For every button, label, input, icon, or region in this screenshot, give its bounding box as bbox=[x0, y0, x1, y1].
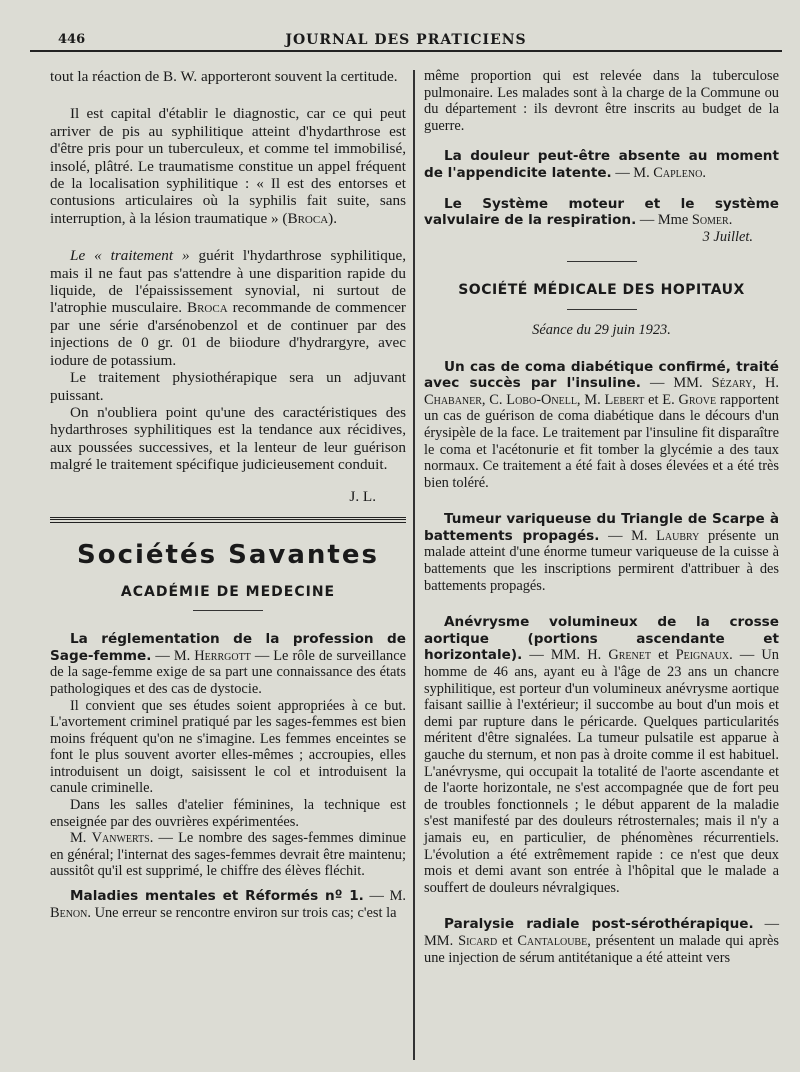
academie-title: ACADÉMIE DE MEDECINE bbox=[120, 583, 336, 600]
left-paragraph-3: Le « traitement » guérit l'hydarthrose syphilitique, mais il ne faut pas s'attendre à une disparition rapide du liquide, de l'épaississement synovial, ni surtout de l'atrophie musculaire. Broca recommande de commencer par une série d'arsénobenzol et de continuer par des injections de 0 gr. 01 de biiodure d'hydrargyre, avec iodure de potassium. bbox=[50, 247, 406, 369]
hopitaux-item-3: Anévrysme volumineux de la crosse aortique (portions ascendante et horizontale). — MM. H. Grenet et Peignaux. — Un homme de 46 ans, ayant eu à l'âge de 23 ans un chancre syphilitique, est porteur d'un volumineux anévrysme aortique faisant saillie à l'extérieur; il succombe au bout d'un mois et demi par rupture dans le péricarde. Quelques particularités méritent d'être signalées. La tumeur pulsatile est apparue à gauche du sternum, et non pas à droite comme il est habituel. L'anévrysme, qui occupait la totalité de l'aorte ascendante et de l'aorte horizontale, ne s'est accompagnée que de fort peu de troubles fonctionnels ; le début apparent de la maladie s'est manifesté par des douleurs rétrosternales; mais il n'y a jamais eu, en particulier, de phénomènes récurrentiels. L'évolution a été extrêmement rapide : ce n'est que deux mois et demi avant son entrée à l'hôpital que le malade a souffert de douleurs névralgiques. bbox=[424, 614, 779, 896]
page-number: 446 bbox=[58, 32, 86, 47]
hopitaux-item-4: Paralysie radiale post-sérothérapique. — MM. Sicard et Cantaloube, présentent un malade qui après une injection de sérum antitétanique a été atteint vers bbox=[424, 916, 779, 966]
right-item-2: Le Système moteur et le système valvulaire de la respiration. — Mme Somer. bbox=[424, 195, 779, 229]
right-paragraph-1: même proportion qui est relevée dans la tuberculose pulmonaire. Les malades sont à la charge de la Commune ou du département : ils devront être inscrits au budget de la guerre. bbox=[424, 68, 779, 134]
academie-item-1-p2: Il convient que ses études soient appropriées à ce but. L'avortement criminel pratiqué par les sages-femmes est bien moins fréquent qu'on ne s'imagine. Les femmes enceintes se font le plus souvent avorter elles-mêmes ; accroupies, elles introduisent un doigt, saisissent le col et introduisent la canule criminelle. bbox=[50, 697, 406, 797]
journal-title: JOURNAL DES PRATICIENS bbox=[285, 32, 527, 48]
dateline: 3 Juillet. bbox=[702, 228, 753, 245]
section-divider bbox=[50, 517, 406, 523]
column-divider bbox=[413, 70, 415, 1060]
academie-item-1-p3: Dans les salles d'atelier féminines, la technique est enseignée par des ouvrières expérimentées. bbox=[50, 797, 406, 830]
left-paragraph-5: On n'oubliera point qu'une des caractéristiques des hydarthroses syphilitiques est la tendance aux récidives, aux poussées successives, et la lenteur de leur guérison malgré le traitement spécifique judicieusement conduit. bbox=[50, 403, 406, 474]
left-paragraph-2: Il est capital d'établir le diagnostic, car ce qui peut arriver de pis au syphilitique atteint d'hydarthrose est d'être pris pour un tuberculeux, et comme tel immobilisé, insolé, plâtré. Le traumatisme constitue un appel fréquent de la localisation syphilitique : « Il est des entorses et contusions articulaires où la syphilis fait suite, sans interruption, à la lésion traumatique » (Broca). bbox=[50, 105, 406, 227]
left-paragraph-4: Le traitement physiothérapique sera un adjuvant puissant. bbox=[50, 369, 406, 404]
societes-savantes-title: Sociétés Savantes bbox=[77, 539, 379, 570]
hopitaux-item-2: Tumeur variqueuse du Triangle de Scarpe à battements propagés. — M. Laubry présente un malade atteint d'une énorme tumeur variqueuse de la cuisse à battements que les inscriptions permirent d'attribuer à des battements propagés. bbox=[424, 511, 780, 594]
seance-date: Séance du 29 juin 1923. bbox=[532, 321, 671, 338]
right-short-rule bbox=[567, 261, 637, 262]
page-header bbox=[30, 30, 782, 52]
academie-item-1: La réglementation de la profession de Sage-femme. — M. Herrgott — Le rôle de surveillance de la sage-femme exige de sa part une connaissance des états pathologiques et des cas de dystocie. bbox=[50, 631, 406, 697]
left-column bbox=[50, 68, 406, 921]
academie-item-2: Maladies mentales et Réformés nº 1. — M. Benon. Une erreur se rencontre environ sur trois cas; c'est la bbox=[50, 888, 406, 921]
left-paragraph-1: tout la réaction de B. W. apporteront souvent la certitude. bbox=[50, 68, 398, 85]
article-signature: J. L. bbox=[349, 487, 376, 505]
academie-rule bbox=[193, 610, 263, 611]
right-column bbox=[424, 68, 779, 966]
right-item-1: La douleur peut-être absente au moment de l'appendicite latente. — M. Capleno. bbox=[424, 148, 779, 181]
hopitaux-item-1: Un cas de coma diabétique confirmé, traité avec succès par l'insuline. — MM. Sézary, H. Chabaner, C. Lobo-Onell, M. Lebert et E. Grove rapportent un cas de guérison de coma diabétique dans le décours d'un érysipèle de la face. Le traitement par l'insuline fit disparaître le coma et l'acétonurie et fit tomber la glycémie a des taux normaux. Ce traitement a été fait à doses élevées et a été très bien toléré. bbox=[424, 358, 779, 491]
section-title-rule bbox=[567, 309, 637, 310]
academie-item-1-p4: M. Vanwerts. — Le nombre des sages-femmes diminue en général; l'internat des sages-femmes devrait être maintenu; aussitôt qu'il est supprimé, le chiffre des élèves fléchit. bbox=[50, 830, 406, 880]
section-title: SOCIÉTÉ MÉDICALE DES HOPITAUX bbox=[458, 282, 745, 299]
